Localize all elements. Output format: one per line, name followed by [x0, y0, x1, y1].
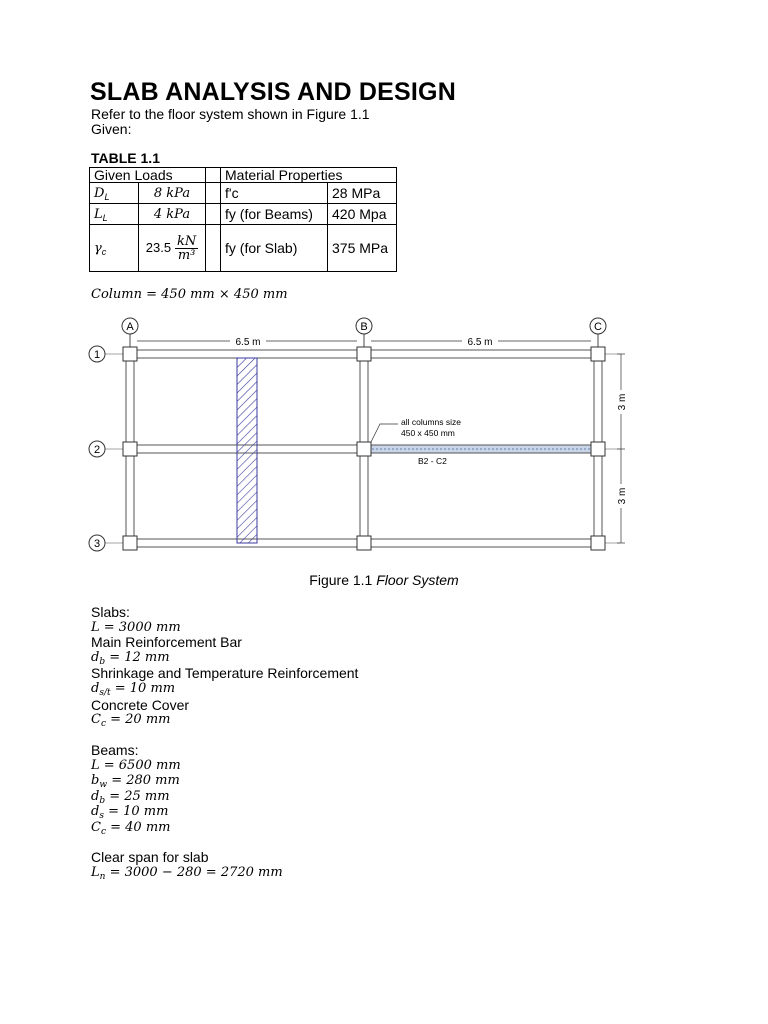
- note-line-2: 450 x 450 mm: [401, 428, 455, 438]
- given-table: [89, 167, 397, 272]
- shrinkage-heading: Shrinkage and Temperature Reinforcement: [91, 665, 359, 681]
- grid-number-3: 3: [93, 538, 101, 550]
- column-size-note: [371, 417, 461, 466]
- property-value-cell: 28 MPa: [328, 183, 397, 204]
- page-title: SLAB ANALYSIS AND DESIGN: [90, 78, 456, 106]
- property-cell: fy (for Slab): [221, 225, 328, 272]
- clear-span-heading: Clear span for slab: [91, 849, 209, 865]
- span-label-bc: 6.5 m: [467, 337, 493, 348]
- slab-strip: [237, 358, 257, 543]
- beam-ds-eq: $d_s = 10$ mm: [91, 804, 169, 821]
- slab-db-eq: $d_b = 12$ mm: [91, 650, 170, 667]
- beam-bw-eq: $b_w = 280$ mm: [91, 773, 180, 790]
- table-header-row: [90, 168, 397, 183]
- header-loads: Given Loads: [90, 168, 206, 183]
- symbol-cell: $\gamma_c$: [90, 225, 139, 272]
- grid-letter-a: A: [126, 321, 134, 333]
- grid-number-bubbles: [89, 346, 105, 551]
- table-row: [90, 225, 397, 272]
- grid-letter-c: C: [594, 321, 602, 333]
- header-material: Material Properties: [221, 168, 397, 183]
- column-equation: Column = 450 mm × 450 mm: [91, 287, 288, 302]
- property-value-cell: 420 Mpa: [328, 204, 397, 225]
- grid-letter-bubbles: [122, 318, 606, 334]
- spacer-cell: [206, 204, 221, 225]
- given-label: Given:: [91, 121, 132, 137]
- main-bar-heading: Main Reinforcement Bar: [91, 634, 242, 650]
- grid-letter-b: B: [360, 321, 368, 333]
- grid-letter-ticks: [130, 334, 598, 347]
- table-row: [90, 204, 397, 225]
- intro-text: Refer to the floor system shown in Figure 1.1: [91, 106, 370, 122]
- table-title: TABLE 1.1: [91, 150, 160, 166]
- slab-length-eq: L = 3000 mm: [91, 620, 181, 635]
- property-value-cell: 375 MPa: [328, 225, 397, 272]
- beam-cc-eq: $C_c = 40$ mm: [91, 820, 171, 837]
- note-line-1: all columns size: [401, 417, 461, 427]
- property-cell: fy (for Beams): [221, 204, 328, 225]
- beam-b2-c2: [368, 445, 594, 453]
- figure-caption: Figure 1.1 Floor System: [309, 572, 459, 588]
- beam-label: B2 - C2: [418, 456, 447, 466]
- slab-cc-eq: $C_c = 20$ mm: [91, 712, 171, 729]
- spacer-cell: [206, 183, 221, 204]
- symbol-cell: $D_L$: [90, 183, 139, 204]
- unit-fraction: $\frac{kN}{\text{m³}}$: [176, 233, 197, 263]
- slabs-heading: Slabs:: [91, 604, 130, 620]
- beams-heading: Beams:: [91, 742, 139, 758]
- beam-db-eq: $d_b = 25$ mm: [91, 789, 170, 806]
- vertical-label-2-3: 3 m: [617, 487, 628, 505]
- slab-dst-eq: $d_{s/t} = 10$ mm: [91, 681, 176, 698]
- grid-number-2: 2: [93, 444, 101, 456]
- value-cell: 4 kPa: [139, 204, 206, 225]
- floor-system-figure: [80, 312, 640, 562]
- vertical-label-1-2: 3 m: [617, 393, 628, 411]
- vertical-dimensions: [615, 354, 628, 543]
- span-label-ab: 6.5 m: [235, 337, 261, 348]
- symbol-cell: $L_L$: [90, 204, 139, 225]
- beam-length-eq: L = 6500 mm: [91, 758, 181, 773]
- cover-heading: Concrete Cover: [91, 697, 190, 713]
- grid-number-1: 1: [93, 349, 101, 361]
- clear-span-eq: $L_n = 3000 - 280 = 2720$ mm: [91, 865, 283, 882]
- spacer-cell: [206, 225, 221, 272]
- value-cell: 23.5 $\frac{kN}{\text{m³}}$: [139, 225, 206, 272]
- table-row: [90, 183, 397, 204]
- value-cell: 8 kPa: [139, 183, 206, 204]
- property-cell: f'c: [221, 183, 328, 204]
- spacer-cell: [206, 168, 221, 183]
